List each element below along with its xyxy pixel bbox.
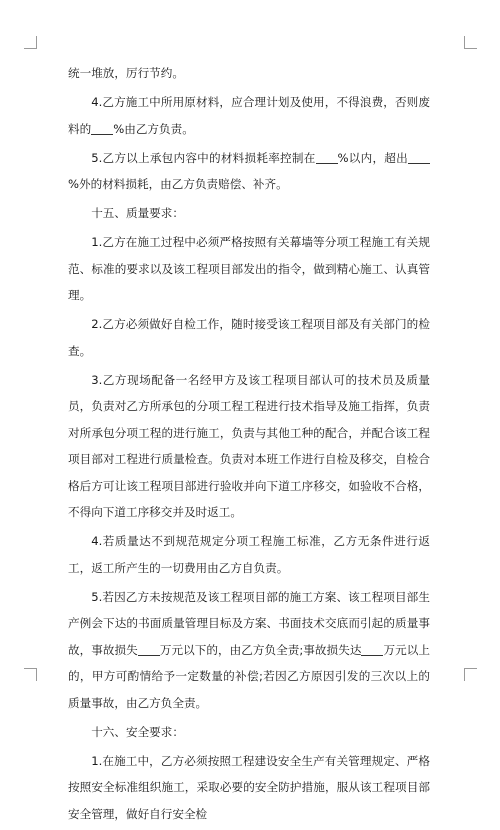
fill-in-blank xyxy=(316,152,338,163)
crop-mark-top-right xyxy=(464,36,477,49)
paragraph-text: 3.乙方现场配备一名经甲方及该工程项目部认可的技术员及质量员，负责对乙方所承包的分项工程工程进行技术指导及施工指挥，负责对所承包分项工程的进行施工，负责与其他工种的配合，并配合该工程项目部对工程进行质量检查。负责对本班工作进行自检及移交，自检合格后方可让该工程项目部进行验收并向下道工序移交，如验收不合格，不得向下道工序移交并及时返工。 xyxy=(68,372,430,519)
paragraph-text: 十五、质量要求： xyxy=(91,206,184,220)
paragraph-text: 5.乙方以上承包内容中的材料损耗率控制在 xyxy=(91,150,316,165)
paragraph xyxy=(68,584,430,717)
crop-mark-top-left xyxy=(24,36,37,49)
paragraph-text: 4.若质量达不到规范规定分项工程施工标准，乙方无条件进行返工，返工所产生的一切费用由乙方自负责。 xyxy=(68,534,430,575)
paragraph xyxy=(68,719,430,746)
paragraph xyxy=(68,748,430,828)
paragraph-text: 万元以上的，甲方可酌情给予一定数量的补偿;若因乙方原因引发的三次以上的质量事故，由乙方负全责。 xyxy=(68,642,430,710)
paragraph-text: %以内，超出 xyxy=(337,150,408,165)
crop-mark-bottom-right xyxy=(464,668,477,681)
paragraph-text: 1.乙方在施工过程中必须严格按照有关幕墙等分项工程施工有关规范、标准的要求以及该工程项目部发出的指令，做到精心施工、认真管理。 xyxy=(68,235,430,302)
fill-in-blank xyxy=(408,152,430,163)
paragraph xyxy=(68,200,430,227)
paragraph-text: 5.若因乙方未按规范及该工程项目部的施工方案、该工程项目部生产例会下达的书面质量管理目标及方案、书面技术交底而引起的质量事故，事故损失 xyxy=(68,589,430,657)
paragraph xyxy=(68,89,430,142)
paragraph xyxy=(68,60,430,87)
paragraph-text: 万元以下的，由乙方负全责;事故损失达 xyxy=(159,642,362,657)
fill-in-blank xyxy=(91,123,113,134)
paragraph-text: 2.乙方必须做好自检工作，随时接受该工程项目部及有关部门的检查。 xyxy=(68,317,430,358)
paragraph xyxy=(68,528,430,581)
paragraph-text: 统一堆放，厉行节约。 xyxy=(68,66,184,80)
paragraph xyxy=(68,367,430,526)
fill-in-blank xyxy=(361,644,383,655)
paragraph-text: 十六、安全要求： xyxy=(91,724,184,739)
paragraph-text: %外的材料损耗，由乙方负责赔偿、补齐。 xyxy=(68,177,288,191)
paragraph-text: 1.在施工中，乙方必须按照工程建设安全生产有关管理规定、严格按照安全标准组织施工，采取必要的安全防护措施，服从该工程项目部安全管理，做好自行安全检 xyxy=(68,753,430,821)
paragraph xyxy=(68,229,430,309)
document-body xyxy=(68,60,430,830)
paragraph xyxy=(68,311,430,364)
paragraph-text: %由乙方负责。 xyxy=(113,121,194,136)
fill-in-blank xyxy=(138,644,160,655)
paragraph xyxy=(68,145,430,198)
crop-mark-bottom-left xyxy=(24,668,37,681)
paragraph-text: 4.乙方施工中所用原材料，应合理计划及使用，不得浪费，否则废料的 xyxy=(68,95,430,136)
